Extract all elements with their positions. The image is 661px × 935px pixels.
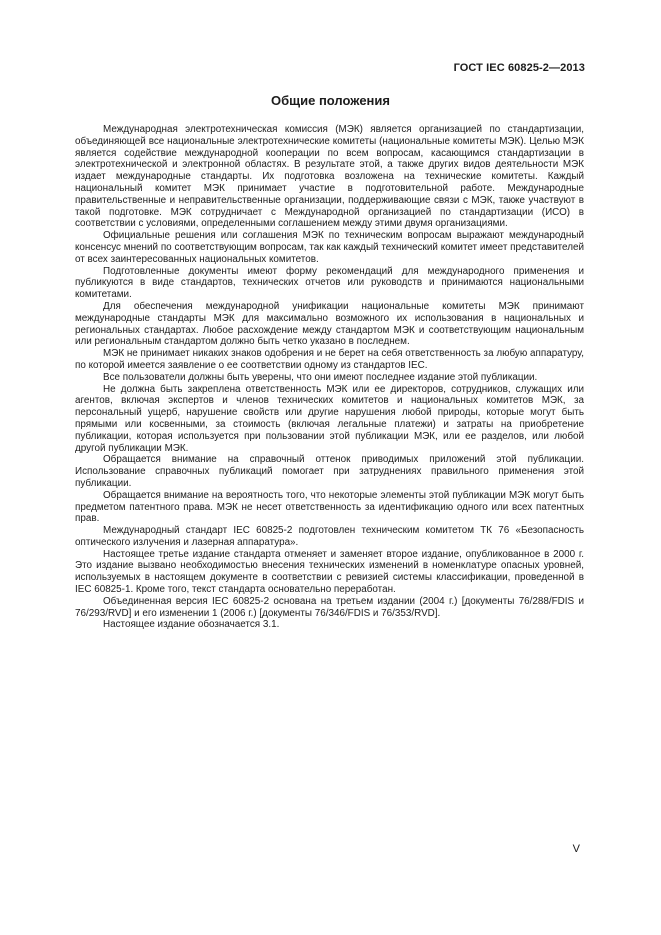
paragraph: Все пользователи должны быть уверены, что они имеют последнее издание этой публикации.: [103, 371, 538, 383]
paragraph: Для обеспечения международной унификации национальные комитеты МЭК принимают международные стандарты МЭК для максимально возможного их использования в национальных и региональных стандартах. Любое расхождение между стандартом МЭК и соответствующим национальным или региональным стандартом должно быть четко указано в последнем.: [75, 300, 584, 348]
standard-code-header: ГОСТ IEC 60825-2—2013: [453, 62, 585, 74]
paragraph: Подготовленные документы имеют форму рекомендаций для международного применения и публикуются в виде стандартов, технических отчетов или руководств и принимаются национальными комитетами.: [75, 265, 584, 301]
paragraph: Обращается внимание на вероятность того, что некоторые элементы этой публикации МЭК могут быть предметом патентного права. МЭК не несет ответственность за идентификацию одного или всех патентных прав.: [75, 489, 584, 525]
paragraph: Настоящее третье издание стандарта отменяет и заменяет второе издание, опубликованное в 2000 г. Это издание вызвано необходимостью внесения технических изменений в номенклатуре опасных уровней, используемых в настоящем документе в соответствии с ревизией системы классификации, проведенной в IEC 60825-1. Кроме того, текст стандарта основательно переработан.: [75, 548, 584, 596]
paragraph: Международный стандарт IEC 60825-2 подготовлен техническим комитетом ТК 76 «Безопасность оптического излучения и лазерная аппаратура».: [75, 525, 584, 548]
paragraph: Обращается внимание на справочный оттенок приводимых приложений этой публикации. Использование справочных публикаций помогает при затруднениях правильного применения этой публикации.: [75, 454, 584, 489]
paragraph: Официальные решения или соглашения МЭК по техническим вопросам выражают международный консенсус мнений по соответствующим вопросам, так как каждый технический комитет имеет представителей от всех заинтересованных национальных комитетов.: [75, 230, 584, 265]
paragraph: Настоящее издание обозначается 3.1.: [103, 619, 280, 631]
paragraph: Объединенная версия IEC 60825-2 основана на третьем издании (2004 г.) [документы 76/288/FDIS и 76/293/RVD] и его изменении 1 (2006 г.) [документы 76/346/FDIS и 76/353/RVD].: [75, 595, 584, 619]
paragraph: МЭК не принимает никаких знаков одобрения и не берет на себя ответственность за любую аппаратуру, по которой имеется заявление о ее соответствии одному из стандартов IEC.: [75, 348, 584, 371]
section-title: Общие положения: [271, 93, 390, 108]
body-text: [75, 124, 584, 631]
paragraph: Не должна быть закреплена ответственность МЭК или ее директоров, сотрудников, служащих или агентов, включая экспертов и членов технических комитетов и национальных комитетов МЭК, за персональный ущерб, нарушение свойств или другие нарушения любой природы, которые могут быть прямыми или косвенными, за стоимость (включая легальные платежи) и затраты на приобретение публикации, которая используется при пользовании этой публикации МЭК, или ее разделов, или любой другой публикации МЭК.: [75, 383, 584, 454]
page-number: V: [572, 843, 580, 855]
paragraph: Международная электротехническая комиссия (МЭК) является организацией по стандартизации, объединяющей все национальные электротехнические комитеты (национальные комитеты МЭК). Целью МЭК является содействие международной кооперации по всем вопросам, касающимся стандартизации в электротехнической и электронной областях. В результате этой, а также других видов деятельности МЭК издает международные стандарты. Их подготовка возложена на технические комитеты. Каждый национальный комитет МЭК принимает участие в подготовительной работе. Международные правительственные и неправительственные организации, поддерживающие связи с МЭК, также участвуют в такой подготовке. МЭК сотрудничает с Международной организацией по стандартизации (ИСО) в соответствии с условиями, определенными соглашением между этими двумя организациями.: [75, 124, 584, 230]
